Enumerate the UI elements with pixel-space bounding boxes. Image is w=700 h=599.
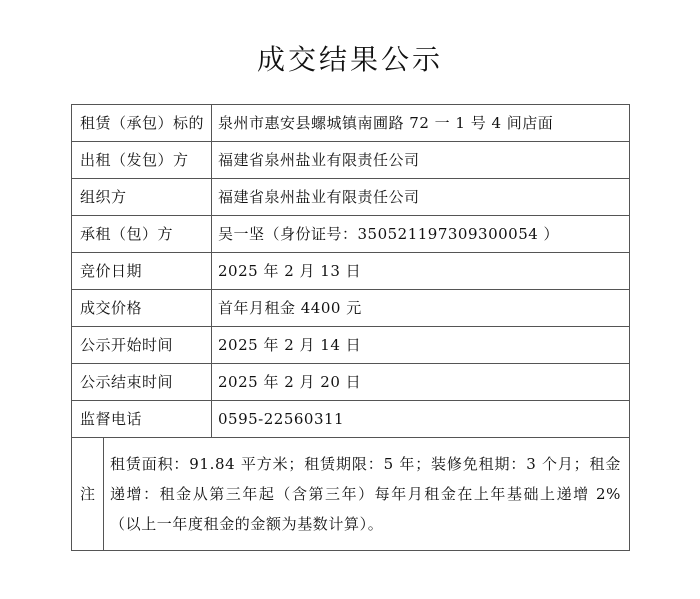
note-text: 租赁面积：91.84 平方米；租赁期限：5 年；装修免租期：3 个月；租金递增：租金从第三年起（含第三年）每年月租金在上年基础上递增 2%（以上一年度租金的金额为基数计算）。 (104, 438, 630, 551)
row-label: 成交价格 (72, 290, 212, 327)
row-value: 泉州市惠安县螺城镇南圃路 72 一 1 号 4 间店面 (212, 105, 630, 142)
row-label: 监督电话 (72, 401, 212, 438)
row-organizer (72, 179, 630, 216)
result-table (71, 104, 630, 551)
row-value: 福建省泉州盐业有限责任公司 (212, 179, 630, 216)
row-label: 公示开始时间 (72, 327, 212, 364)
row-notice-start (72, 327, 630, 364)
row-lessor (72, 142, 630, 179)
row-notice-end (72, 364, 630, 401)
row-value: 2025 年 2 月 14 日 (212, 327, 630, 364)
row-label: 承租（包）方 (72, 216, 212, 253)
row-label: 公示结束时间 (72, 364, 212, 401)
page-title: 成交结果公示 (256, 43, 443, 76)
row-lessee (72, 216, 630, 253)
row-hotline (72, 401, 630, 438)
row-value: 吴一坚（身份证号：350521197309300054 ） (212, 216, 630, 253)
row-lease-subject (72, 105, 630, 142)
row-label: 出租（发包）方 (72, 142, 212, 179)
note-label: 注 (72, 438, 104, 551)
row-value: 0595-22560311 (212, 401, 630, 438)
row-note (72, 438, 630, 551)
row-value: 2025 年 2 月 20 日 (212, 364, 630, 401)
row-label: 竞价日期 (72, 253, 212, 290)
row-value: 福建省泉州盐业有限责任公司 (212, 142, 630, 179)
row-value: 2025 年 2 月 13 日 (212, 253, 630, 290)
row-deal-price (72, 290, 630, 327)
row-bid-date (72, 253, 630, 290)
row-value: 首年月租金 4400 元 (212, 290, 630, 327)
row-label: 组织方 (72, 179, 212, 216)
row-label: 租赁（承包）标的 (72, 105, 212, 142)
